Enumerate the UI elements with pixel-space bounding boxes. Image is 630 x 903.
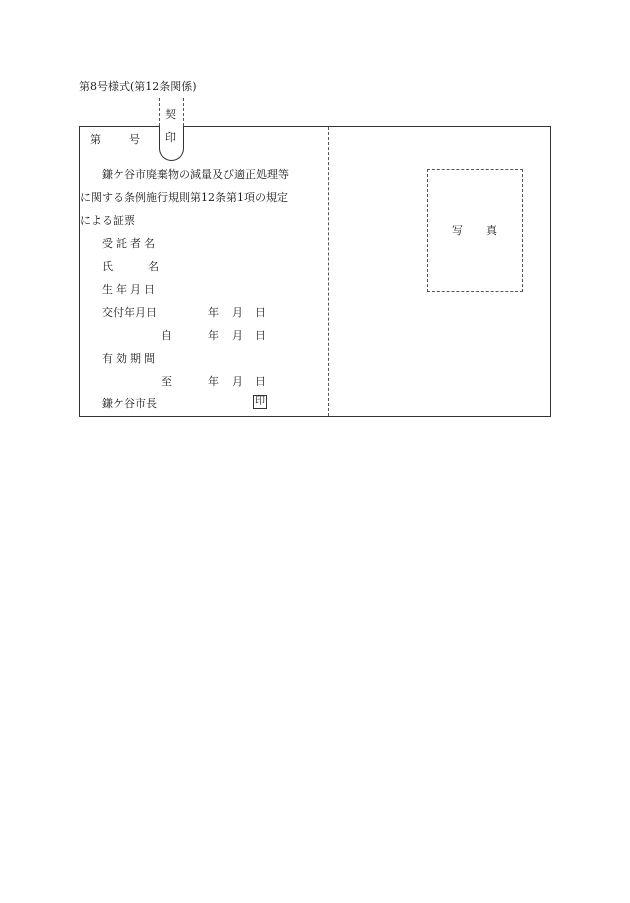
seal-top-char: 契	[165, 108, 176, 121]
to-year-label: 年	[208, 375, 219, 388]
intro-line-2: に関する条例施行規則第12条第1項の規定	[80, 191, 288, 204]
from-year-label: 年	[208, 329, 219, 342]
label-from: 自	[161, 329, 172, 342]
issue-day-label: 日	[255, 306, 266, 319]
form-title: 第8号様式(第12条関係)	[79, 80, 197, 93]
from-day-label: 日	[255, 329, 266, 342]
photo-label-1: 写	[452, 224, 463, 237]
mayor-seal-mark: 印	[255, 396, 265, 407]
number-dai: 第	[90, 133, 101, 146]
to-month-label: 月	[232, 375, 243, 388]
label-issue-date: 交付年月日	[102, 306, 157, 319]
card-divider	[328, 127, 329, 416]
to-day-label: 日	[255, 375, 266, 388]
label-name: 氏名	[102, 260, 194, 273]
intro-line-3: による証票	[80, 214, 135, 227]
label-to: 至	[161, 375, 172, 388]
photo-placeholder	[427, 169, 523, 292]
seal-bottom-char: 印	[165, 131, 176, 144]
issue-month-label: 月	[232, 306, 243, 319]
issue-year-label: 年	[208, 306, 219, 319]
label-validity: 有効期間	[102, 352, 158, 365]
intro-line-1: 鎌ケ谷市廃棄物の減量及び適正処理等	[102, 168, 289, 181]
mayor-label: 鎌ケ谷市長	[102, 397, 157, 410]
label-birth-date: 生年月日	[102, 283, 158, 296]
photo-label-2: 真	[486, 224, 497, 237]
number-go: 号	[129, 133, 140, 146]
from-month-label: 月	[232, 329, 243, 342]
label-trustee: 受託者名	[102, 237, 158, 250]
